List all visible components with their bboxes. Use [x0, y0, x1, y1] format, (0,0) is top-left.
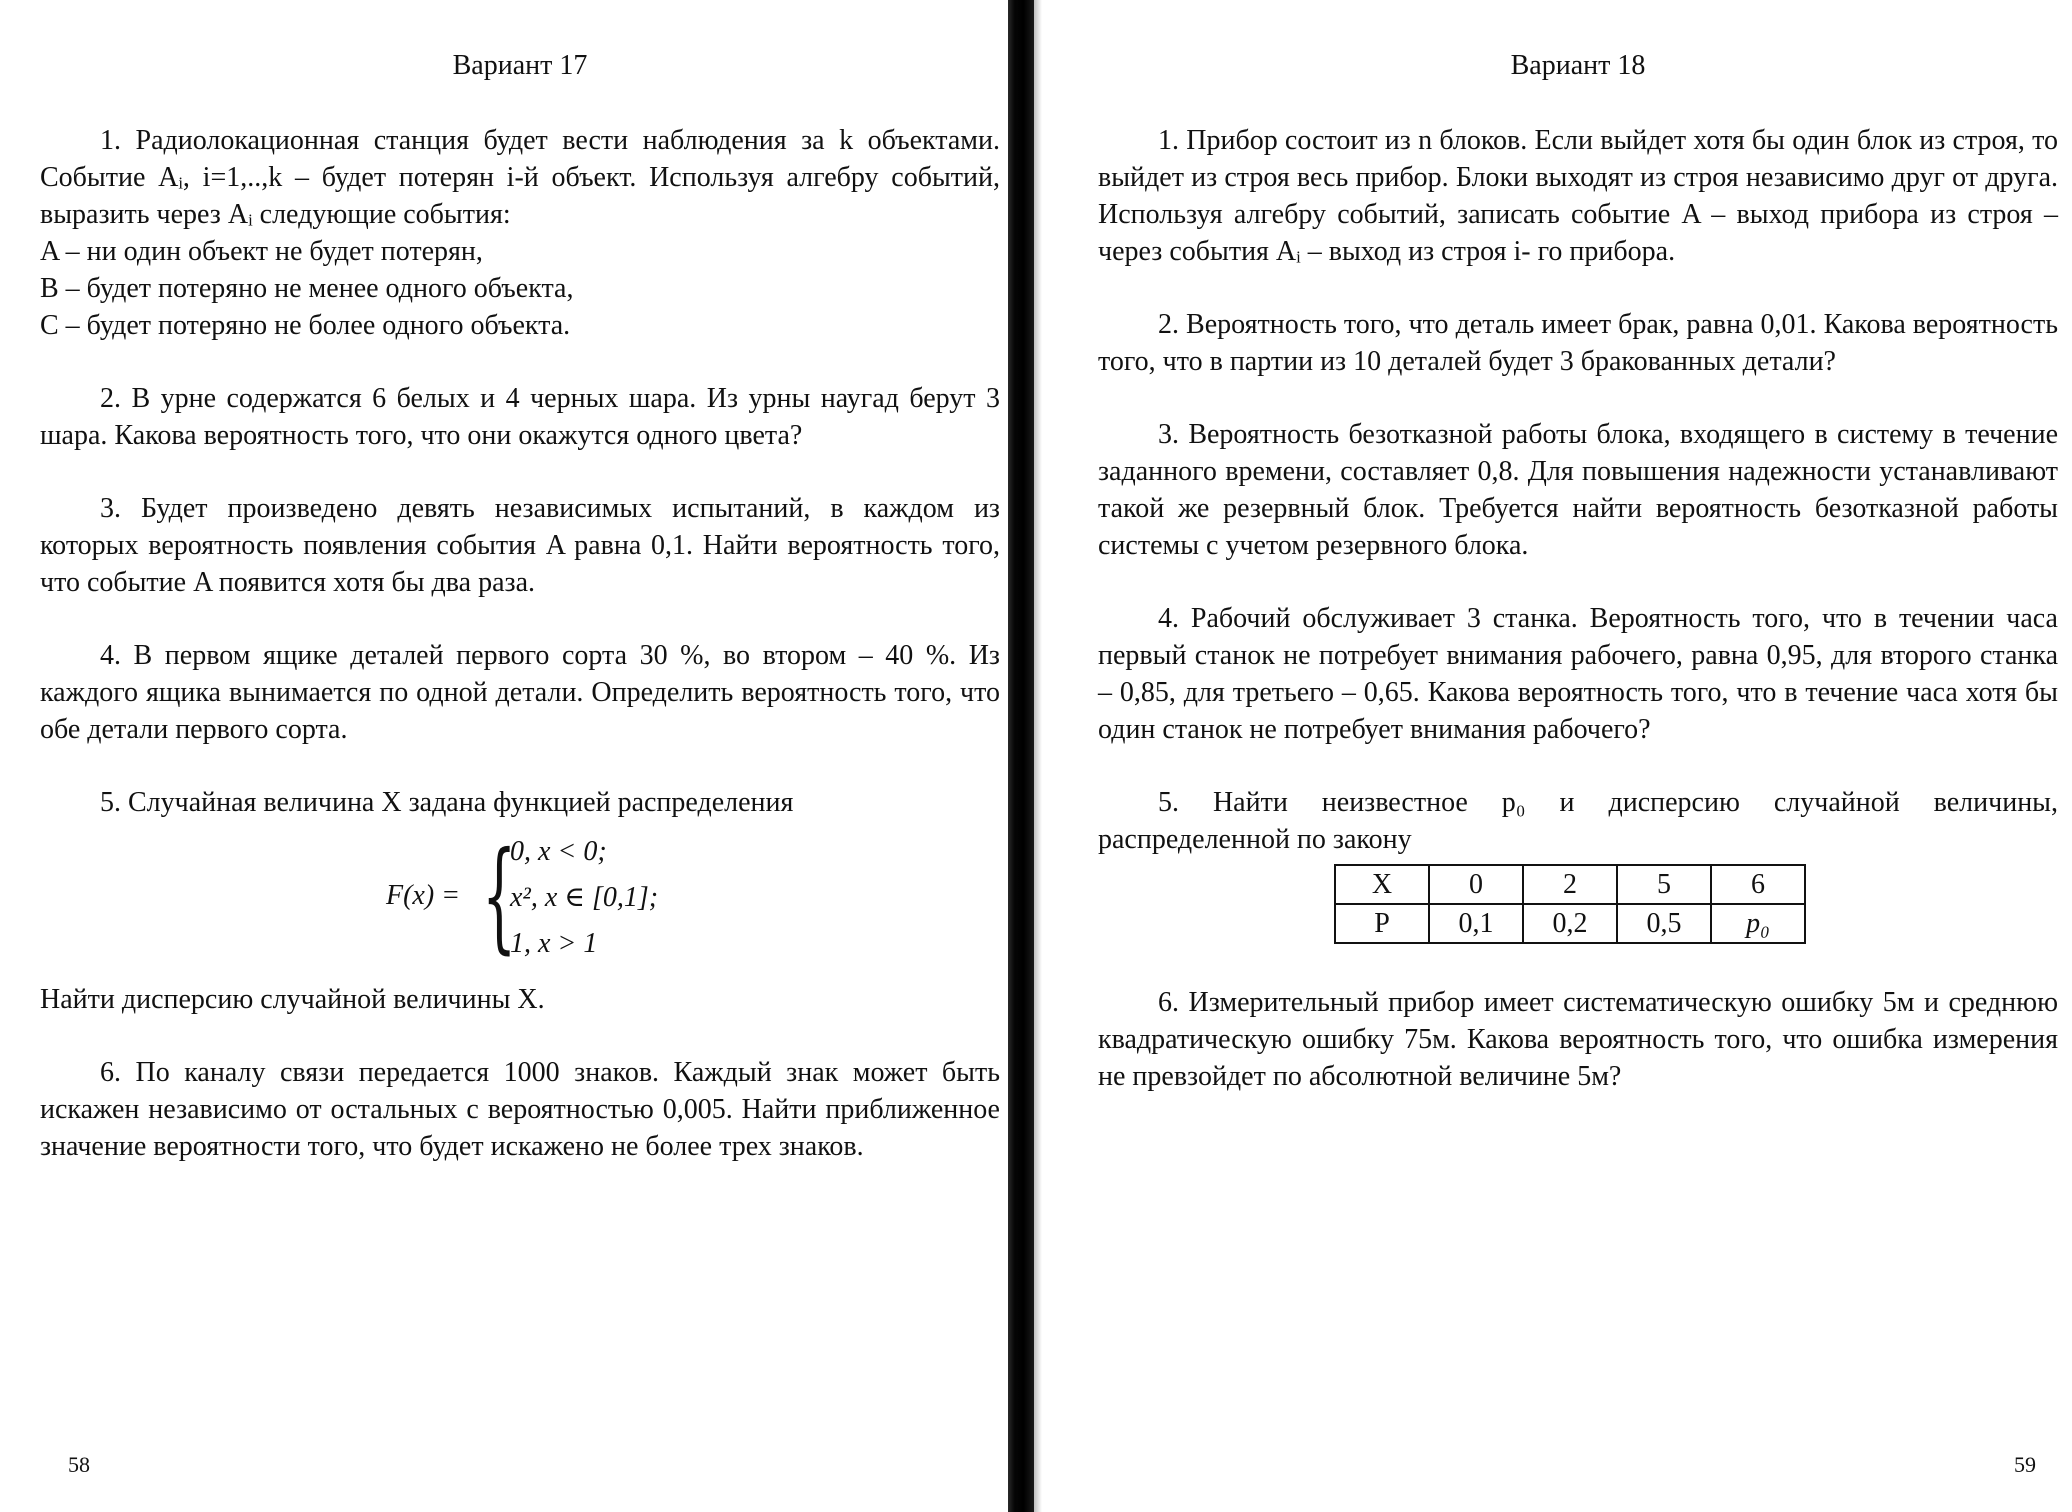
task-text: 1. Прибор состоит из n блоков. Если выйдет хотя бы один блок из строя, то выйдет из строя весь прибор. Блоки выходят из строя независимо друг от друга. Используя алгебру событий, записать событие A – выход прибора из строя – через события Aᵢ – выход из строя i- го прибора.: [1098, 125, 2058, 267]
page-number: 59: [2014, 1452, 2036, 1477]
table-cell: 5: [1617, 865, 1711, 904]
task-text: 3. Вероятность безотказной работы блока, входящего в систему в течение заданного времени, составляет 0,8. Для повышения надежности устанавливают такой же резервный блок. Требуется найти вероятность безотказной работы системы с учетом резервного блока.: [1098, 419, 2058, 561]
task-text: 1. Радиолокационная станция будет вести наблюдения за k объектами. Событие Aᵢ, i=1,..,k – будет потерян i-й объект. Используя алгебру событий, выразить через Aᵢ следующие события:: [40, 125, 1000, 230]
task-4: [40, 637, 1000, 748]
task-text: 5. Найти неизвестное p₀ и дисперсию случайной величины, распределенной по закону: [1098, 787, 2058, 855]
formula-case: 0, x < 0;: [510, 836, 607, 867]
task-5: [40, 784, 1000, 1018]
table-cell: 0,5: [1617, 904, 1711, 943]
task-text: 6. По каналу связи передается 1000 знаков. Каждый знак может быть искажен независимо от остальных с вероятностью 0,005. Найти приближенное значение вероятности того, что будет искажено не более трех знаков.: [40, 1057, 1000, 1162]
table-cell: p₀: [1711, 904, 1805, 943]
formula-brace: {: [482, 827, 517, 966]
table-cell: X: [1335, 865, 1429, 904]
task-2: [40, 380, 1000, 454]
table-cell: 0,1: [1429, 904, 1523, 943]
table-cell: 2: [1523, 865, 1617, 904]
variant-title: Вариант 18: [1510, 50, 1646, 81]
event-item: C – будет потеряно не более одного объекта.: [40, 310, 571, 341]
task-text: 2. Вероятность того, что деталь имеет брак, равна 0,01. Какова вероятность того, что в партии из 10 деталей будет 3 бракованных детали?: [1098, 309, 2058, 377]
formula-case: x², x ∈ [0,1];: [510, 882, 659, 913]
task-text: 2. В урне содержатся 6 белых и 4 черных шара. Из урны наугад берут 3 шара. Какова вероятность того, что они окажутся одного цвета?: [40, 383, 1000, 451]
distribution-table: [1334, 864, 1806, 944]
task-text: 6. Измерительный прибор имеет систематическую ошибку 5м и среднюю квадратическую ошибку 75м. Какова вероятность того, что ошибка измерения не превзойдет по абсолютной величине 5м?: [1098, 987, 2058, 1092]
task-text: 5. Случайная величина X задана функцией распределения: [100, 787, 794, 818]
task-text: 3. Будет произведено девять независимых испытаний, в каждом из которых вероятность появления события A равна 0,1. Найти вероятность того, что событие A появится хотя бы два раза.: [40, 493, 1000, 598]
table-cell: 0,2: [1523, 904, 1617, 943]
left-page: [0, 0, 1010, 1512]
task-6: [40, 1054, 1000, 1165]
task-1: [1098, 122, 2058, 270]
task-4: [1098, 600, 2058, 748]
task-6: [1098, 984, 2058, 1095]
event-item: A – ни один объект не будет потерян,: [40, 236, 483, 267]
task-3: [40, 490, 1000, 601]
right-content: [1098, 122, 2058, 1095]
table-row: [1335, 865, 1805, 904]
book-spine: [1008, 0, 1034, 1512]
formula-lhs: F(x) =: [386, 880, 461, 911]
table-row: [1335, 904, 1805, 943]
table-cell: 0: [1429, 865, 1523, 904]
distribution-formula: [40, 825, 1000, 975]
task-3: [1098, 416, 2058, 564]
right-page: [1046, 0, 2072, 1512]
variant-title: Вариант 17: [452, 50, 588, 81]
event-item: B – будет потеряно не менее одного объекта,: [40, 273, 574, 304]
task-text: Найти дисперсию случайной величины X.: [40, 984, 545, 1015]
page-number: 58: [68, 1452, 90, 1477]
task-text: 4. Рабочий обслуживает 3 станка. Вероятность того, что в течении часа первый станок не потребует внимания рабочего, равна 0,95, для второго станка – 0,85, для третьего – 0,65. Какова вероятность того, что в течение часа хотя бы один станок не потребует внимания рабочего?: [1098, 603, 2058, 745]
left-content: [40, 122, 1000, 1165]
formula-case: 1, x > 1: [510, 928, 598, 959]
task-5: [1098, 784, 2058, 944]
task-1: [40, 122, 1000, 344]
table-cell: 6: [1711, 865, 1805, 904]
task-text: 4. В первом ящике деталей первого сорта 30 %, во втором – 40 %. Из каждого ящика вынимается по одной детали. Определить вероятность того, что обе детали первого сорта.: [40, 640, 1000, 745]
task-2: [1098, 306, 2058, 380]
spine-shadow: [1034, 0, 1042, 1512]
table-cell: P: [1335, 904, 1429, 943]
